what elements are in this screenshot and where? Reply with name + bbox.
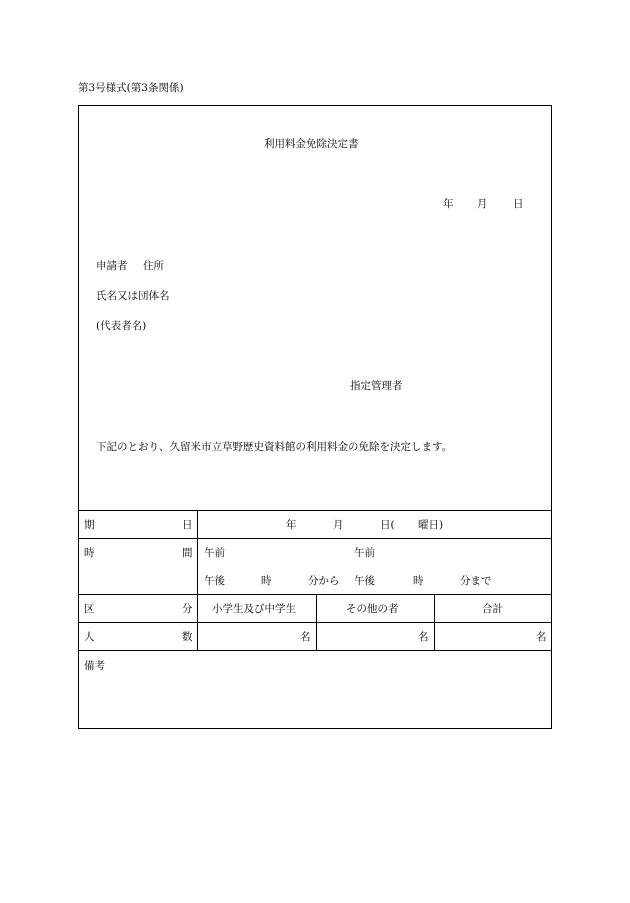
applicant-address-label: 住所 [143, 260, 164, 272]
category-row-label-left: 区 [84, 603, 95, 615]
date-row-month: 月 [333, 519, 344, 531]
applicant-representative-label: (代表者名) [96, 320, 147, 332]
table-line [78, 538, 552, 539]
table-line [78, 510, 552, 511]
table-line [78, 622, 552, 623]
category-others: その他の者 [346, 603, 399, 615]
form-number: 第3号様式(第3条関係) [78, 82, 184, 94]
count-row-label-right: 数 [182, 631, 193, 643]
count-unit-students: 名 [300, 631, 311, 643]
table-line [434, 594, 435, 650]
issuer-label: 指定管理者 [350, 380, 403, 392]
date-row-weekday: 曜日) [418, 519, 444, 531]
remarks-label: 備考 [84, 660, 105, 672]
time-hour-end: 時 [413, 575, 424, 587]
date-row-year: 年 [286, 519, 297, 531]
time-am-start: 午前 [204, 547, 225, 559]
category-total: 合計 [482, 603, 503, 615]
count-unit-total: 名 [536, 631, 547, 643]
date-row-day: 日( [380, 519, 395, 531]
body-text: 下記のとおり、久留米市立草野歴史資料館の利用料金の免除を決定します。 [96, 441, 453, 453]
table-line [197, 510, 198, 650]
date-row-label-right: 日 [182, 519, 193, 531]
count-unit-others: 名 [418, 631, 429, 643]
date-month-label: 月 [477, 198, 488, 210]
applicant-name-label: 氏名又は団体名 [96, 290, 170, 302]
time-minutes-to: 分まで [460, 575, 492, 587]
time-minutes-from: 分から [308, 575, 340, 587]
category-students: 小学生及び中学生 [212, 603, 296, 615]
time-pm-start: 午後 [204, 575, 225, 587]
category-row-label-right: 分 [182, 603, 193, 615]
table-line [78, 594, 552, 595]
time-row-label-right: 間 [182, 547, 193, 559]
time-pm-end: 午後 [354, 575, 375, 587]
table-line [78, 650, 552, 651]
applicant-label: 申請者 [96, 260, 128, 272]
date-day-label: 日 [513, 198, 524, 210]
table-line [316, 594, 317, 650]
document-title: 利用料金免除決定書 [264, 138, 359, 150]
date-year-label: 年 [443, 198, 454, 210]
date-row-label-left: 期 [84, 519, 95, 531]
time-row-label-left: 時 [84, 547, 95, 559]
count-row-label-left: 人 [84, 631, 95, 643]
time-am-end: 午前 [354, 547, 375, 559]
time-hour-start: 時 [261, 575, 272, 587]
